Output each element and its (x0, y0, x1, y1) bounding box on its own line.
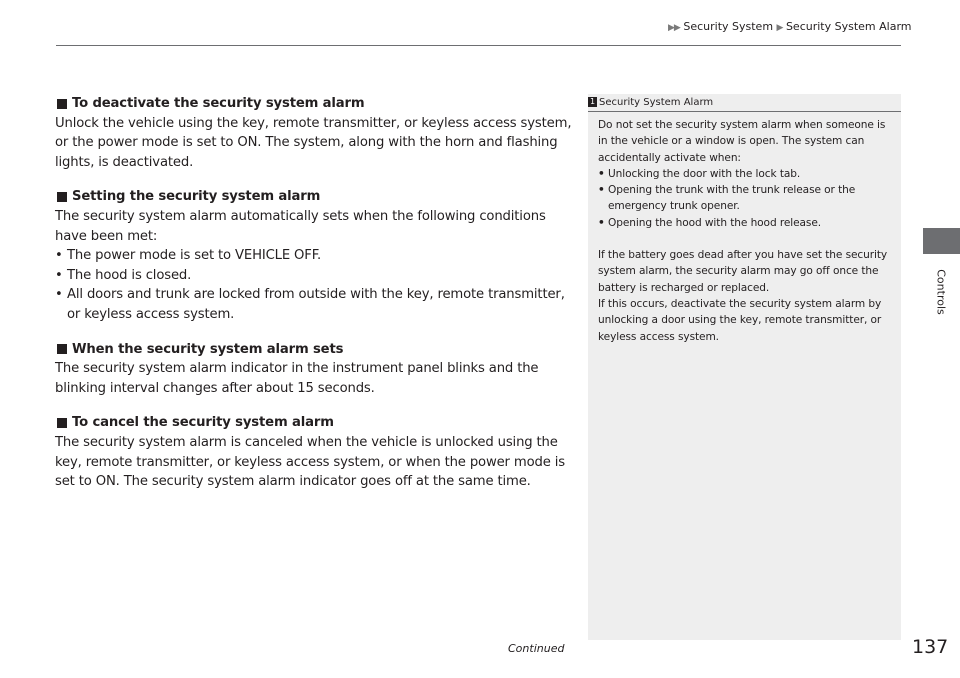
section-heading-text: To deactivate the security system alarm (72, 96, 365, 111)
section-heading (55, 340, 575, 360)
section-paragraph: The security system alarm automatically sets when the following conditions have been met: (55, 208, 546, 244)
reference-mark-icon: 1 (589, 97, 596, 106)
list-item: • Opening the trunk with the trunk release or the emergency trunk opener. (598, 182, 896, 215)
page-number: 137 (912, 636, 949, 658)
continued-label: Continued (508, 642, 565, 655)
breadcrumb (668, 20, 912, 33)
breadcrumb-item-security-system[interactable]: Security System (683, 20, 774, 33)
notes-title-text: Security System Alarm (599, 97, 714, 108)
section-paragraph: The security system alarm is canceled when the vehicle is unlocked using the key, remote transmitter, or keyless access system, or when the power mode is set to ON. The security system alarm indicator goes off at the same time. (55, 434, 565, 490)
section-paragraph: The security system alarm indicator in the instrument panel blinks and the blinking interval changes after about 15 seconds. (55, 361, 539, 396)
square-bullet-icon (57, 344, 67, 354)
notes-panel (588, 94, 901, 640)
notes-divider (588, 111, 901, 112)
section-cancel (55, 413, 575, 491)
list-item: • Unlocking the door with the lock tab. (598, 166, 896, 182)
notes-paragraph: If this occurs, deactivate the security system alarm by unlocking a door using the key, remote transmitter, or keyless access system. (598, 297, 882, 343)
chapter-tab (922, 262, 960, 322)
section-setting (55, 187, 575, 324)
list-item: • The power mode is set to VEHICLE OFF. (55, 246, 575, 266)
notes-list (598, 166, 896, 231)
section-heading-text: Setting the security system alarm (72, 189, 321, 205)
square-bullet-icon (57, 192, 67, 202)
breadcrumb-item-security-system-alarm[interactable]: Security System Alarm (785, 20, 912, 33)
square-bullet-icon (57, 99, 67, 109)
section-heading (55, 413, 575, 433)
section-heading-text: When the security system alarm sets (72, 341, 344, 357)
header-divider (56, 45, 901, 46)
section-paragraph: Unlock the vehicle using the key, remote transmitter, or keyless access system, or the power mode is set to ON. The system, along with the horn and flashing lights, is deactivated. (55, 115, 572, 170)
list-item: • The hood is closed. (55, 266, 575, 286)
breadcrumb-arrow-icon: ▶▶ (668, 23, 680, 33)
notes-intro: Do not set the security system alarm when someone is in the vehicle or a window is open. The system can accidentally activate when: (598, 119, 886, 164)
chapter-tab-label: Controls (934, 269, 948, 315)
condition-list (55, 246, 575, 324)
section-when-sets (55, 340, 575, 399)
section-heading (55, 187, 575, 207)
section-deactivate (55, 94, 575, 172)
notes-paragraph: If the battery goes dead after you have set the security system alarm, the security alarm may go off once the battery is recharged or replaced. (598, 249, 888, 294)
main-content (55, 94, 575, 507)
breadcrumb-arrow-icon: ▶ (776, 23, 783, 33)
section-heading (55, 94, 575, 114)
section-heading-text: To cancel the security system alarm (72, 415, 334, 431)
square-bullet-icon (57, 418, 67, 428)
list-item: • Opening the hood with the hood release. (598, 215, 896, 231)
notes-body (598, 117, 896, 345)
chapter-tab-marker (923, 228, 960, 254)
list-item: • All doors and trunk are locked from outside with the key, remote transmitter, or keyless access system. (55, 285, 575, 324)
spacer (598, 231, 896, 247)
